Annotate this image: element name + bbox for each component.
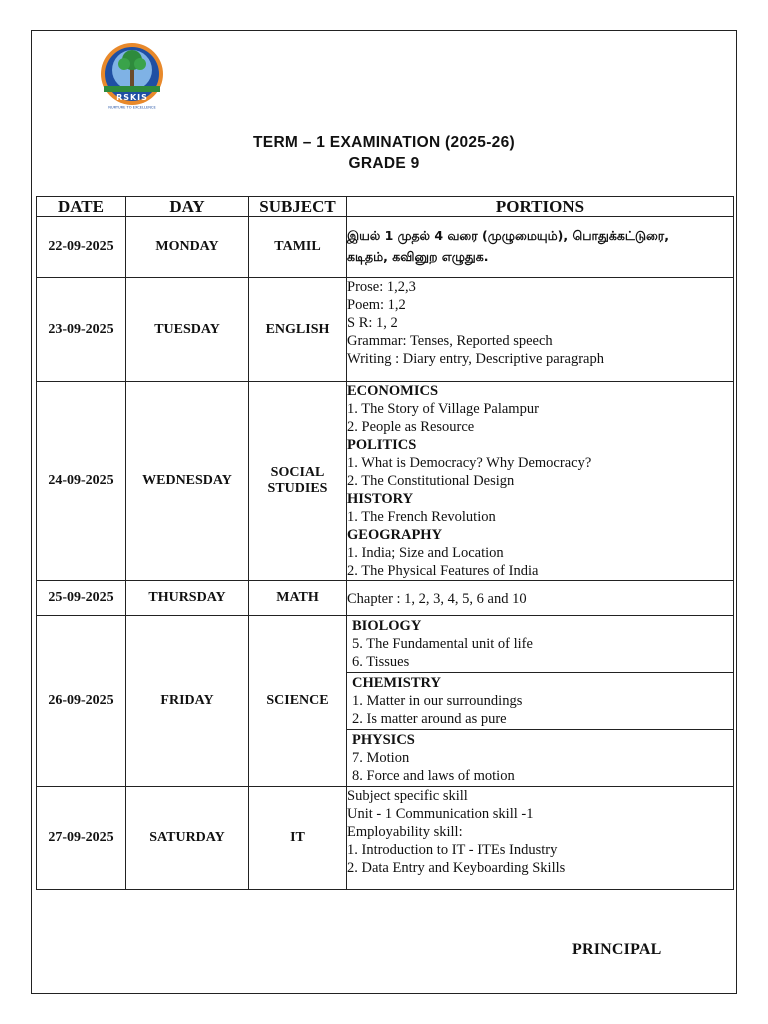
subject-line: STUDIES [267,481,328,496]
day-cell: WEDNESDAY [126,382,249,581]
portion-line: 1. Introduction to IT - ITEs Industry [347,842,558,858]
column-header-day: DAY [126,197,249,217]
portion-line: Employability skill: [347,824,463,840]
portion-line: 6. Tissues [352,654,410,670]
portion-line: Unit - 1 Communication skill -1 [347,806,534,822]
biology-section [347,616,733,672]
portion-line: 2. The Constitutional Design [347,473,515,489]
portion-line: 1. India; Size and Location [347,545,504,561]
date-cell: 24-09-2025 [37,382,126,581]
principal-signature-label: PRINCIPAL [572,941,662,958]
portion-line: 8. Force and laws of motion [352,768,515,784]
subject-cell: SCIENCE [249,616,347,787]
table-row [37,382,734,581]
table-row [37,616,734,787]
chemistry-section [347,672,733,729]
column-header-portions: PORTIONS [347,197,734,217]
table-row [37,787,734,890]
portion-line: 2. Is matter around as pure [352,711,507,727]
portion-line: Chapter : 1, 2, 3, 4, 5, 6 and 10 [347,591,527,607]
date-cell: 27-09-2025 [37,787,126,890]
section-heading: HISTORY [347,491,414,507]
portion-line: S R: 1, 2 [347,315,398,331]
table-row [37,217,734,278]
date-cell: 25-09-2025 [37,581,126,616]
section-heading: GEOGRAPHY [347,527,443,543]
date-cell: 26-09-2025 [37,616,126,787]
logo-motto: NURTURE TO EXCELLENCE [108,105,156,110]
portions-cell [347,581,734,616]
section-heading: POLITICS [347,437,417,453]
date-cell: 22-09-2025 [37,217,126,278]
table-row [37,581,734,616]
table-row [37,278,734,382]
portions-cell [347,278,734,382]
exam-title: TERM – 1 EXAMINATION (2025-26) [253,134,515,151]
subject-cell: MATH [249,581,347,616]
subject-cell: ENGLISH [249,278,347,382]
day-cell: MONDAY [126,217,249,278]
subject-cell: IT [249,787,347,890]
subject-cell [249,382,347,581]
portions-cell [347,616,734,787]
portion-line: Poem: 1,2 [347,297,406,313]
physics-section [347,729,733,786]
portion-line: 2. The Physical Features of India [347,563,539,579]
portion-line: 1. The French Revolution [347,509,496,525]
exam-schedule-table [36,196,734,890]
day-cell: THURSDAY [126,581,249,616]
portion-line: Writing : Diary entry, Descriptive paragraph [347,351,604,367]
portions-cell [347,382,734,581]
date-cell: 23-09-2025 [37,278,126,382]
portions-cell [347,787,734,890]
portions-cell [347,217,734,278]
day-cell: SATURDAY [126,787,249,890]
grade-title: GRADE 9 [348,155,420,172]
school-logo [96,42,170,110]
column-header-subject: SUBJECT [249,197,347,217]
portion-line: Grammar: Tenses, Reported speech [347,333,553,349]
portion-line: 1. What is Democracy? Why Democracy? [347,455,592,471]
portion-line: 1. Matter in our surroundings [352,693,523,709]
portion-line: 2. Data Entry and Keyboarding Skills [347,860,566,876]
section-heading: PHYSICS [352,732,415,748]
day-cell: TUESDAY [126,278,249,382]
column-header-date: DATE [37,197,126,217]
section-heading: BIOLOGY [352,618,422,634]
portion-line: 1. The Story of Village Palampur [347,401,539,417]
logo-text: RSKIS [116,93,148,102]
day-cell: FRIDAY [126,616,249,787]
portion-line: Subject specific skill [347,788,468,804]
portion-line: கடிதம், கவினுற எழுதுக. [347,249,489,264]
table-header-row [37,197,734,217]
portion-line: இயல் 1 முதல் 4 வரை (முழுமையும்), பொதுக்கட்டுரை, [347,228,670,243]
portion-line: Prose: 1,2,3 [347,279,416,295]
section-heading: CHEMISTRY [352,675,441,691]
portion-line: 7. Motion [352,750,410,766]
portion-line: 2. People as Resource [347,419,475,435]
subject-line: SOCIAL [270,465,325,480]
subject-cell: TAMIL [249,217,347,278]
portion-line: 5. The Fundamental unit of life [352,636,533,652]
section-heading: ECONOMICS [347,383,439,399]
